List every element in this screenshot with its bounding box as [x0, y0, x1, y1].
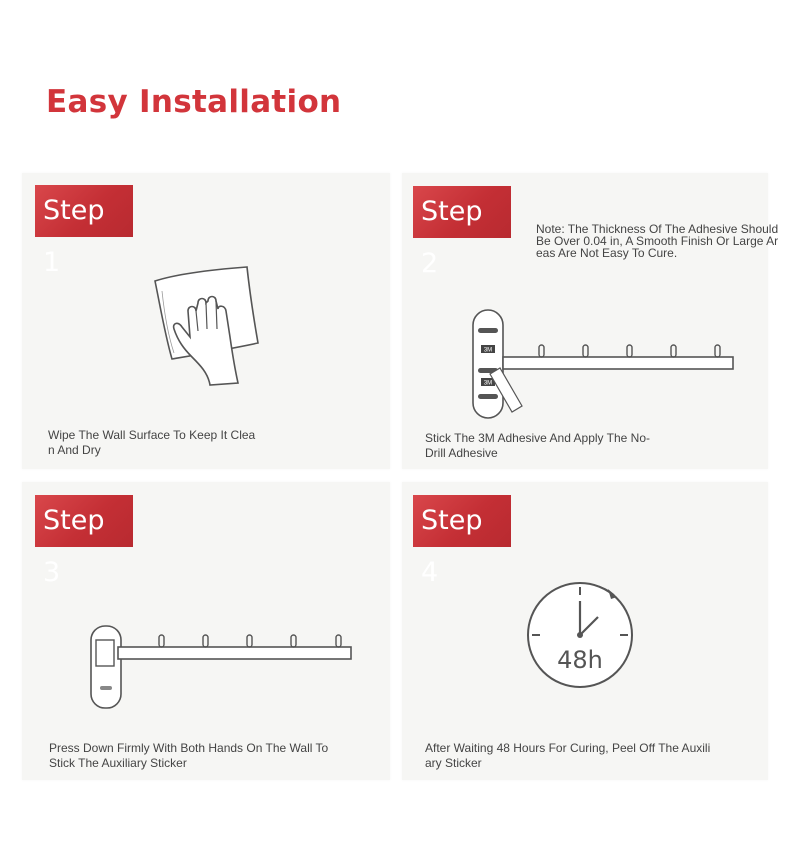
step-1-badge: Step 1: [35, 185, 133, 237]
page-title: Easy Installation: [46, 84, 342, 120]
hand-wiping-cloth-icon: [150, 265, 270, 395]
step-2-caption: Stick The 3M Adhesive And Apply The No-Drill Adhesive: [425, 431, 651, 460]
step-3-panel: [22, 482, 390, 780]
step-2-panel: [402, 173, 779, 469]
step-1-caption: Wipe The Wall Surface To Keep It Clean And Dry: [48, 428, 256, 457]
adhesive-label-2: 3M: [483, 380, 493, 387]
step-4-badge: Step 4: [413, 495, 511, 547]
step-1-panel: [22, 173, 390, 469]
rack-with-adhesive-icon: [470, 308, 740, 423]
step-2-badge: Step 2: [413, 186, 511, 238]
clock-icon: [522, 577, 642, 697]
step-4-caption: After Waiting 48 Hours For Curing, Peel Off The Auxiliary Sticker: [425, 741, 711, 770]
step-3-badge: Step 3: [35, 495, 133, 547]
step-2-note: Note: The Thickness Of The Adhesive Should Be Over 0.04 in, A Smooth Finish Or Large Areas Are Not Easy To Cure.: [536, 222, 779, 260]
clock-label: 48h: [557, 646, 603, 674]
step-4-panel: [402, 482, 768, 780]
rack-mounted-icon: [88, 622, 368, 712]
step-3-caption: Press Down Firmly With Both Hands On The Wall To Stick The Auxiliary Sticker: [49, 741, 329, 770]
adhesive-label-1: 3M: [483, 347, 493, 354]
